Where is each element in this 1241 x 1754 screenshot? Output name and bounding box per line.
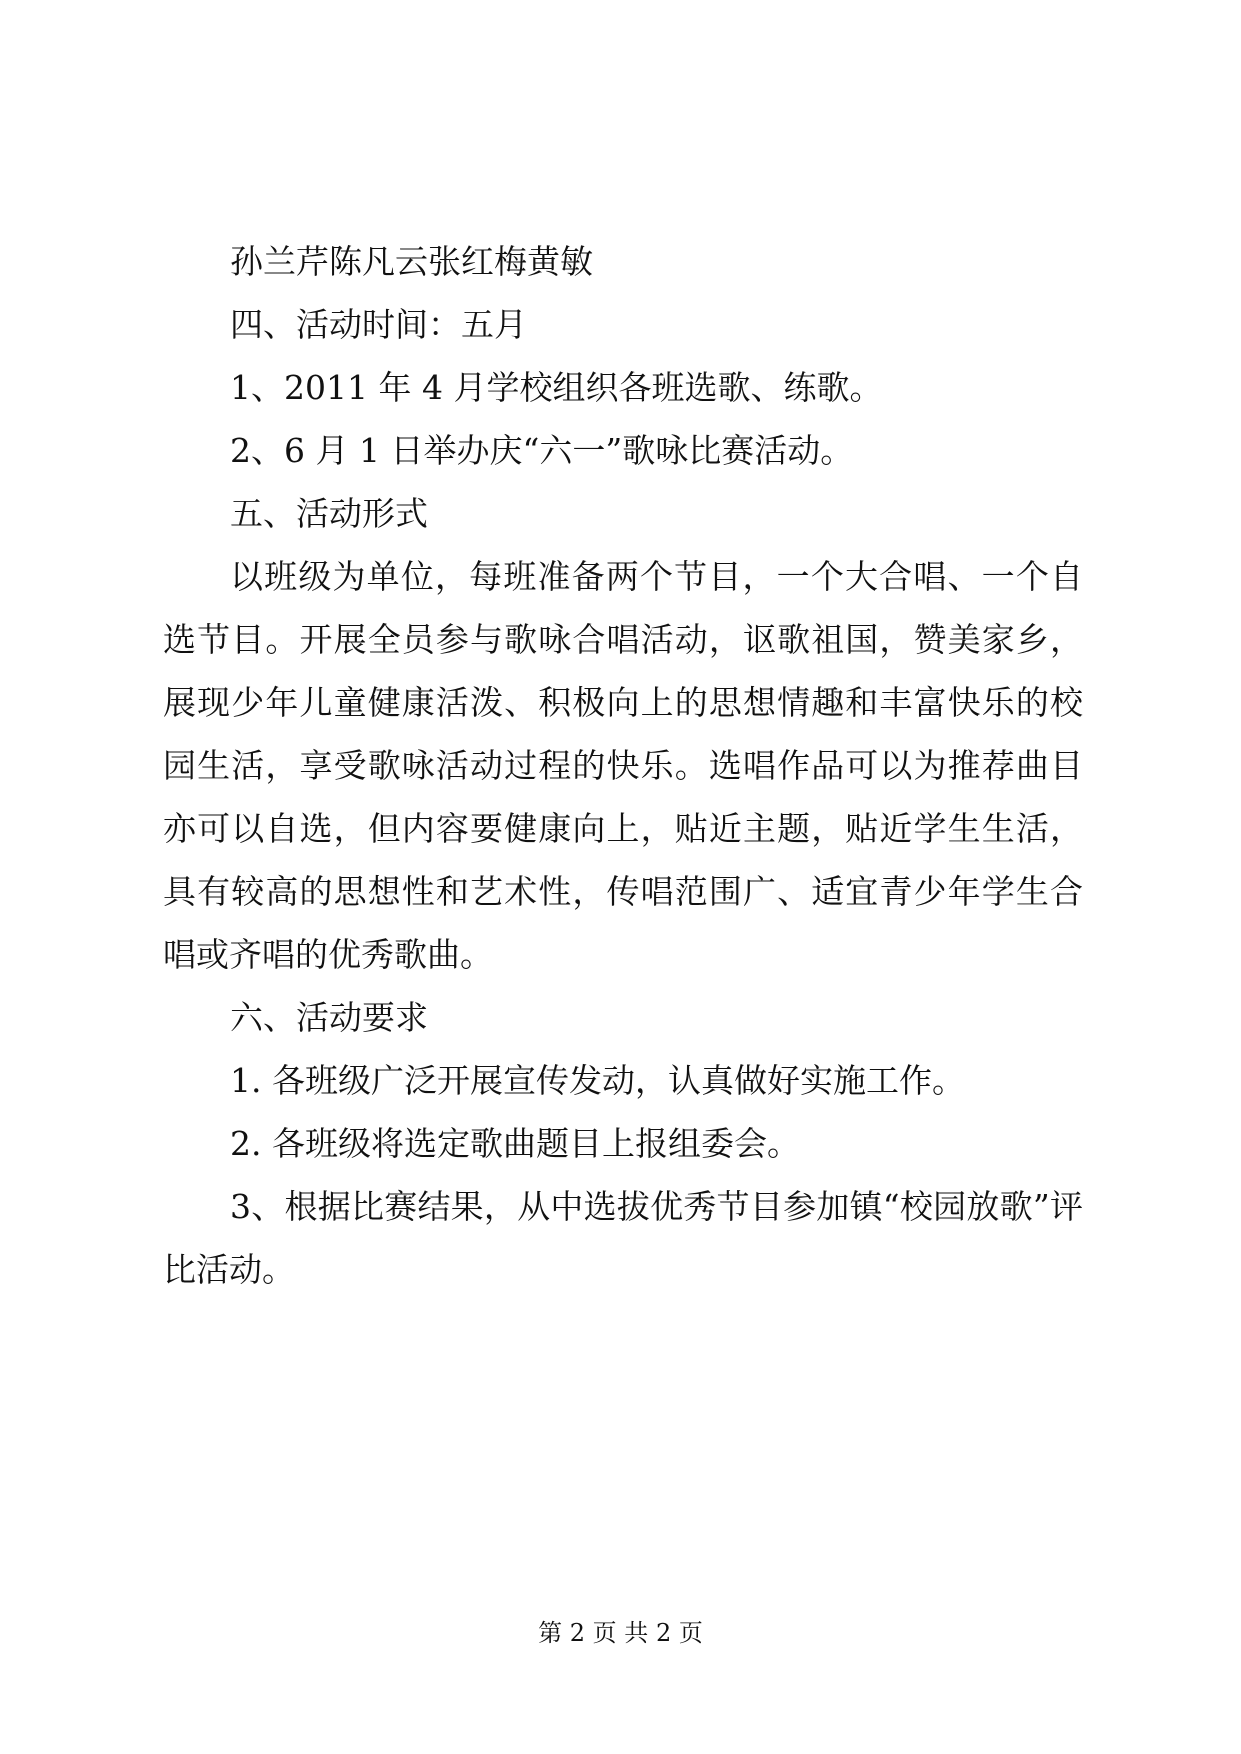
requirement-2: 2. 各班级将选定歌曲题目上报组委会。 bbox=[230, 1124, 800, 1163]
requirement-3: 3、根据比赛结果，从中选拔优秀节目参加镇“校园放歌”评比活动。 bbox=[163, 1187, 1083, 1289]
page-footer: 第 2 页 共 2 页 bbox=[538, 1619, 703, 1647]
activity-form-paragraph: 以班级为单位，每班准备两个节目，一个大合唱、一个自选节目。开展全员参与歌咏合唱活动，讴歌祖国，赞美家乡，展现少年儿童健康活泼、积极向上的思想情趣和丰富快乐的校园生活，享受歌咏活动过程的快乐。选唱作品可以为推荐曲目亦可以自选，但内容要健康向上，贴近主题，贴近学生生活，具有较高的思想性和艺术性，传唱范围广、适宜青少年学生合唱或齐唱的优秀歌曲。 bbox=[163, 557, 1083, 974]
staff-names: 孙兰芹陈凡云张红梅黄敏 bbox=[230, 242, 593, 281]
schedule-item-2: 2、6 月 1 日举办庆“六一”歌咏比赛活动。 bbox=[230, 431, 854, 470]
document-body bbox=[163, 230, 1083, 1301]
schedule-item-1: 1、2011 年 4 月学校组织各班选歌、练歌。 bbox=[230, 368, 883, 407]
requirement-1: 1. 各班级广泛开展宣传发动，认真做好实施工作。 bbox=[230, 1061, 965, 1100]
section-4-title: 四、活动时间：五月 bbox=[230, 305, 527, 344]
section-5-title: 五、活动形式 bbox=[230, 494, 428, 533]
section-6-title: 六、活动要求 bbox=[230, 998, 428, 1037]
